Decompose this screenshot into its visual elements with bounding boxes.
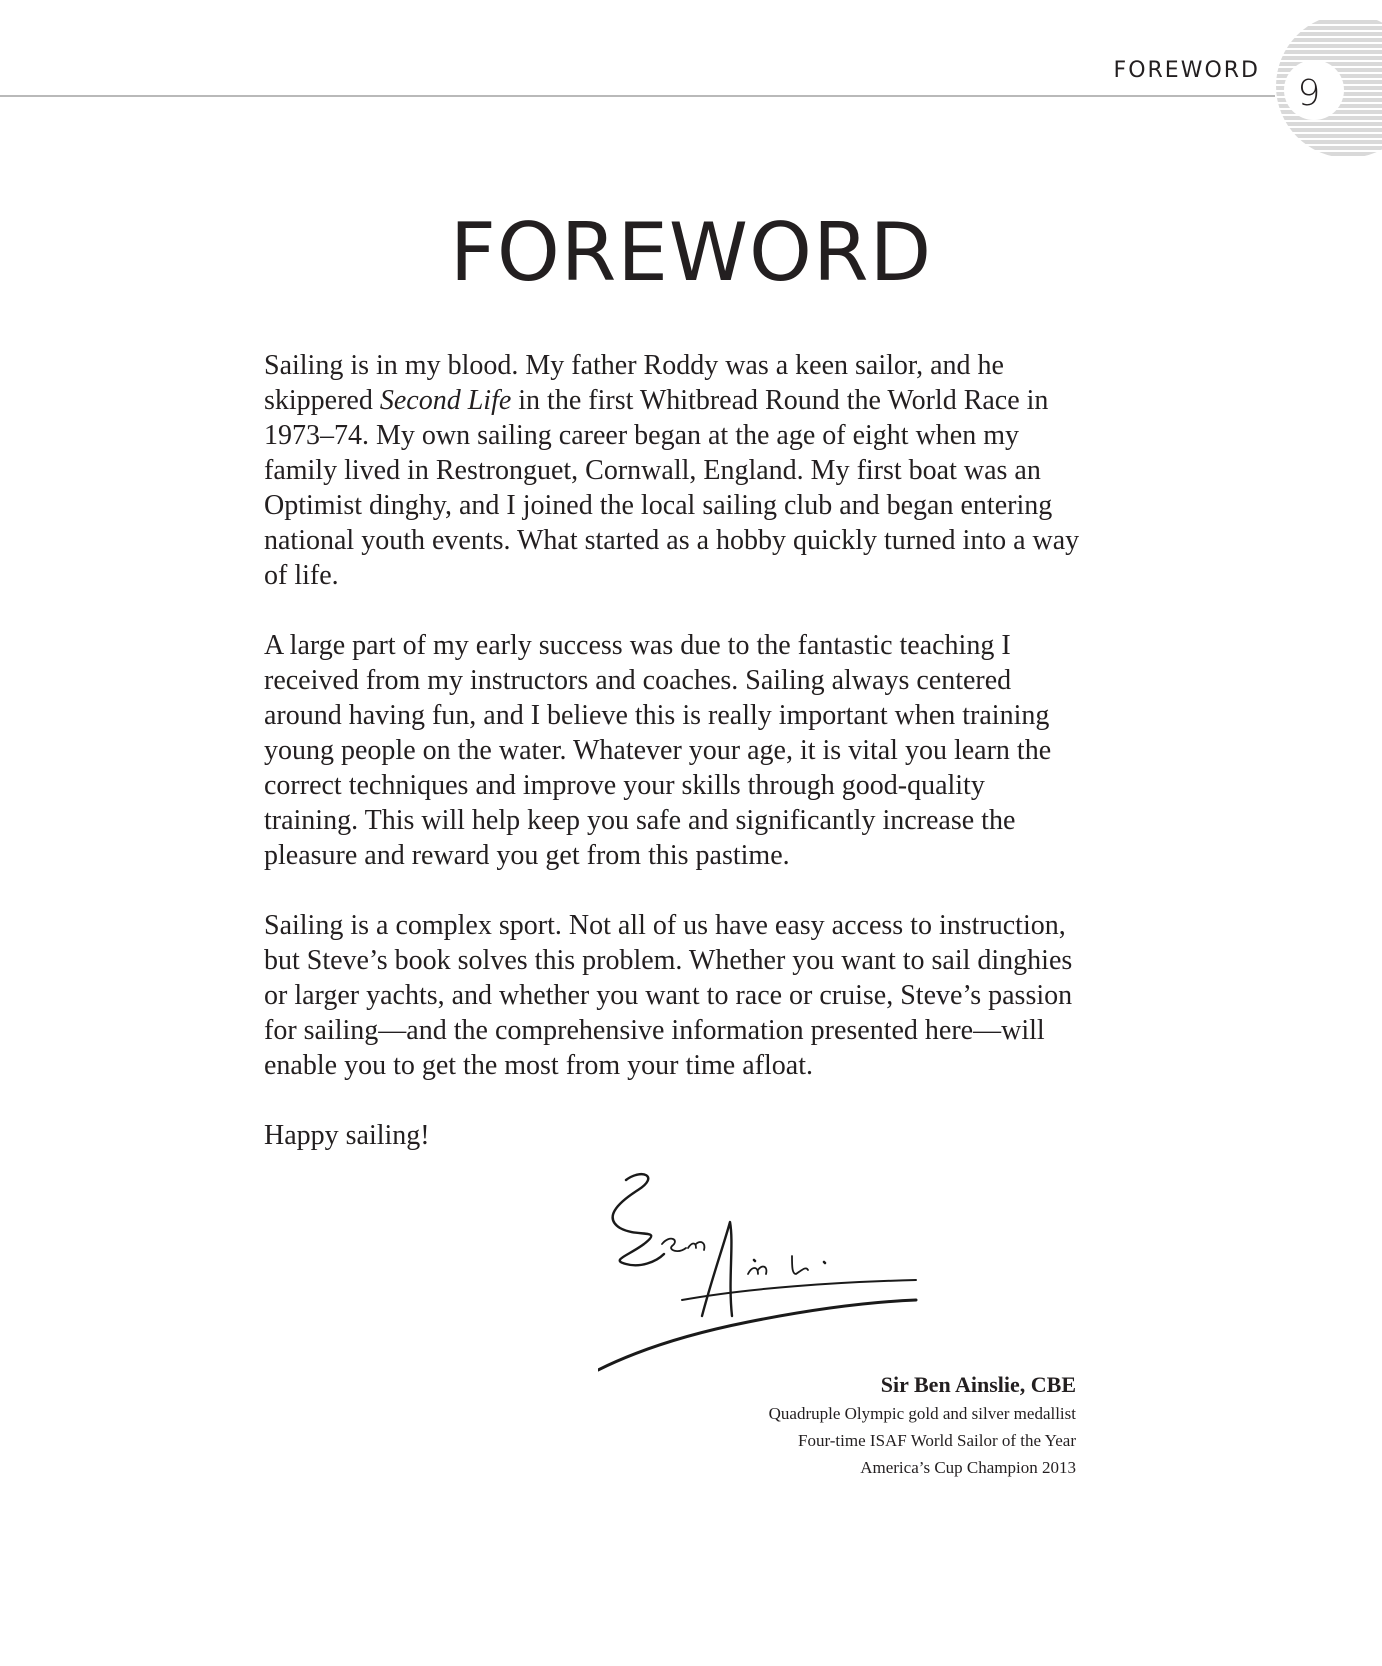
- author-credential: Four-time ISAF World Sailor of the Year: [798, 1431, 1076, 1450]
- author-credential: America’s Cup Champion 2013: [860, 1458, 1076, 1477]
- author-credential: Quadruple Olympic gold and silver medallist: [768, 1404, 1076, 1423]
- author-attribution: [600, 1370, 1076, 1481]
- paragraph-1-start: Sailing is in my blood. My father Roddy was a keen sailor, and he skippered: [264, 350, 1004, 416]
- closing-line: Happy sailing!: [264, 1120, 430, 1151]
- running-head: [0, 0, 1382, 170]
- paragraph-1-end: in the first Whitbread Round the World Race in 1973–74. My own sailing career began at the age of eight when my family lived in Restronguet, Cornwall, England. My first boat was an Optimist dinghy, and I joined the local sailing club and began entering national youth events. What started as a hobby quickly turned into a way of life.: [264, 385, 1080, 591]
- page-number: 9: [1297, 73, 1321, 114]
- paragraph-2: A large part of my early success was due to the fantastic teaching I received from my instructors and coaches. Sailing always centered around having fun, and I believe this is really important when training young people on the water. Whatever your age, it is vital you learn the correct techniques and improve your skills through good-quality training. This will help keep you safe and significantly increase the pleasure and reward you get from this pastime.: [264, 630, 1052, 871]
- book-title-second-life: Second Life: [379, 385, 512, 416]
- author-name: Sir Ben Ainslie, CBE: [880, 1372, 1076, 1397]
- paragraph-3: Sailing is a complex sport. Not all of us have easy access to instruction, but Steve’s book solves this problem. Whether you want to sail dinghies or larger yachts, and whether you want to race or cruise, Steve’s passion for sailing—and the comprehensive information presented here—will enable you to get the most from your time afloat.: [264, 910, 1073, 1081]
- foreword-body: [264, 348, 1084, 1188]
- handwritten-signature: [598, 1170, 958, 1390]
- header-rule: [0, 95, 1275, 97]
- running-head-label: FOREWORD: [1113, 58, 1260, 83]
- paragraph-1: [264, 348, 1084, 593]
- page-title: FOREWORD: [449, 206, 933, 299]
